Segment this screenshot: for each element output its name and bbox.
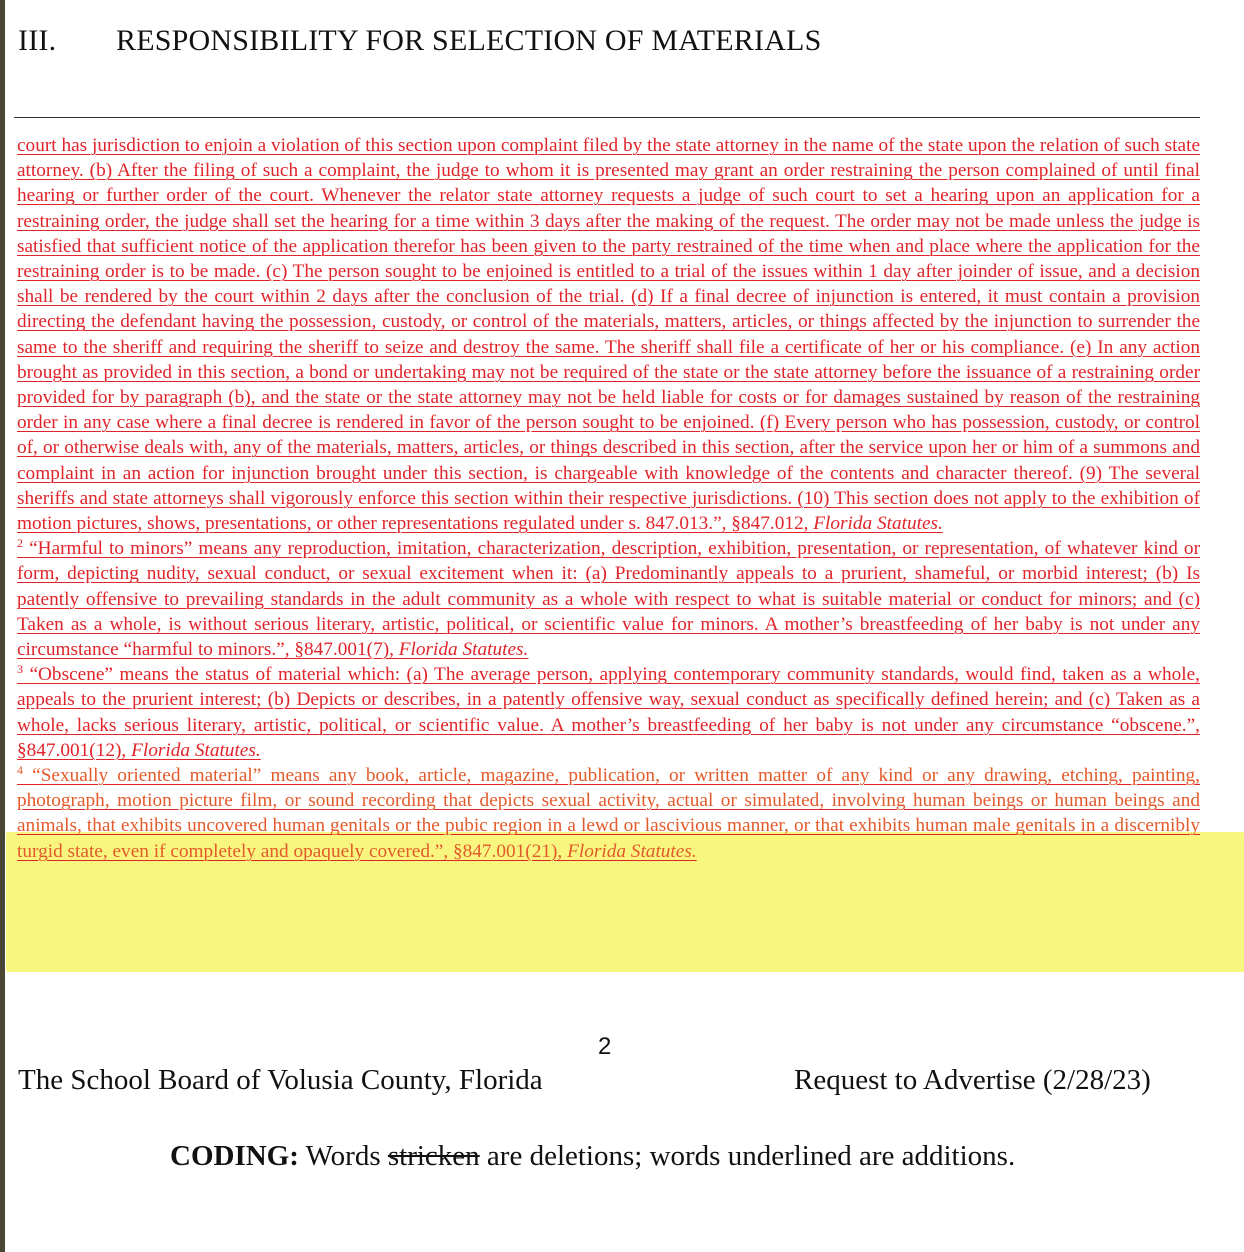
footnote-marker: 4	[17, 763, 23, 778]
footnote-marker: 3	[17, 662, 23, 677]
footnote-1-continuation: court has jurisdiction to enjoin a violation of this section upon complaint filed by the state attorney in the name of the state upon the relation of such state attorney. (b) After the filing of such a complaint, the judge to whom it is presented may grant an order restraining the person complained of until final hearing or further order of the court. Whenever the relator state attorney requests a judge of such court to set a hearing upon an application for a restraining order, the judge shall set the hearing for a time within 3 days after the making of the request. The order may not be made unless the judge is satisfied that sufficient notice of the application therefor has been given to the party restrained of the time when and place where the application for the restraining order is to be made. (c) The person sought to be enjoined is entitled to a trial of the issues within 1 day after joinder of issue, and a decision shall be rendered by the court within 2 days after the conclusion of the trial. (d) If a final decree of injunction is entered, it must contain a provision directing the defendant having the possession, custody, or control of the materials, matters, articles, or things affected by the injunction to surrender the same to the sheriff and requiring the sheriff to seize and destroy the same. The sheriff shall file a certificate of her or his compliance. (e) In any action brought as provided in this section, a bond or undertaking may not be required of the state or the state attorney before the issuance of a restraining order provided for by paragraph (b), and the state or the state attorney may not be held liable for costs or for damages sustained by reason of the restraining order in any case where a final decree is rendered in favor of the person sought to be enjoined. (f) Every person who has possession, custody, or control of, or otherwise deals with, any of the materials, matters, articles, or things described in this section, after the service upon her or him of a summons and complaint in an action for injunction brought under this section, is chargeable with knowledge of the contents and character thereof. (9) The several sheriffs and state attorneys shall vigorously enforce this section within their respective jurisdictions. (10) This section does not apply to the exhibition of motion pictures, shows, presentations, or other representations regulated under s. 847.013.”, §847.012, Florida Statutes.	[17, 135, 1200, 535]
coding-label: CODING:	[170, 1140, 299, 1172]
footnote-block	[17, 133, 1200, 864]
statute-citation: Florida Statutes.	[398, 639, 529, 661]
footer-document-status: Request to Advertise (2/28/23)	[794, 1064, 1151, 1096]
section-number: III.	[18, 24, 57, 57]
statute-citation: Florida Statutes.	[567, 840, 697, 862]
scan-edge	[0, 0, 5, 1252]
coding-legend: CODING: Words stricken are deletions; words underlined are additions.	[170, 1140, 1016, 1172]
footnote-4: $^4$ “Sexually oriented material” means any book, article, magazine, publication, or written matter of any kind or any drawing, etching, painting, photograph, motion picture film, or sound recording that depicts sexual activity, actual or simulated, involving human beings or human beings and animals, that exhibits uncovered human genitals or the pubic region in a lewd or lascivious manner, or that exhibits human male genitals in a discernibly turgid state, even if completely and opaquely covered.”, §847.001(21), Florida Statutes.	[17, 763, 1200, 862]
section-heading	[18, 24, 821, 58]
statute-citation: Florida Statutes.	[131, 739, 261, 761]
footnote-2: $^2$ “Harmful to minors” means any reproduction, imitation, characterization, description, exhibition, presentation, or representation, of whatever kind or form, depicting nudity, sexual conduct, or sexual excitement when it: (a) Predominantly appeals to a prurient, shameful, or morbid interest; (b) Is patently offensive to prevailing standards in the adult community as a whole with respect to what is suitable material or conduct for minors; and (c) Taken as a whole, is without serious literary, artistic, political, or scientific value for minors. A mother’s breastfeeding of her baby is not under any circumstance “harmful to minors.”, §847.001(7), Florida Statutes.	[17, 536, 1200, 661]
footer-organization: The School Board of Volusia County, Florida	[18, 1064, 543, 1096]
page-number: 2	[598, 1033, 612, 1060]
stricken-example: stricken	[387, 1140, 480, 1172]
footnote-marker: 2	[17, 536, 23, 551]
section-title: RESPONSIBILITY FOR SELECTION OF MATERIALS	[116, 24, 822, 57]
footnote-3: $^3$ “Obscene” means the status of material which: (a) The average person, applying contemporary community standards, would find, taken as a whole, appeals to the prurient interest; (b) Depicts or describes, in a patently offensive way, sexual conduct as specifically defined herein; and (c) Taken as a whole, lacks serious literary, artistic, political, or scientific value. A mother’s breastfeeding of her baby is not under any circumstance “obscene.”, §847.001(12), Florida Statutes.	[17, 662, 1200, 761]
footnote-separator	[14, 117, 1200, 118]
statute-citation: Florida Statutes.	[813, 513, 943, 535]
